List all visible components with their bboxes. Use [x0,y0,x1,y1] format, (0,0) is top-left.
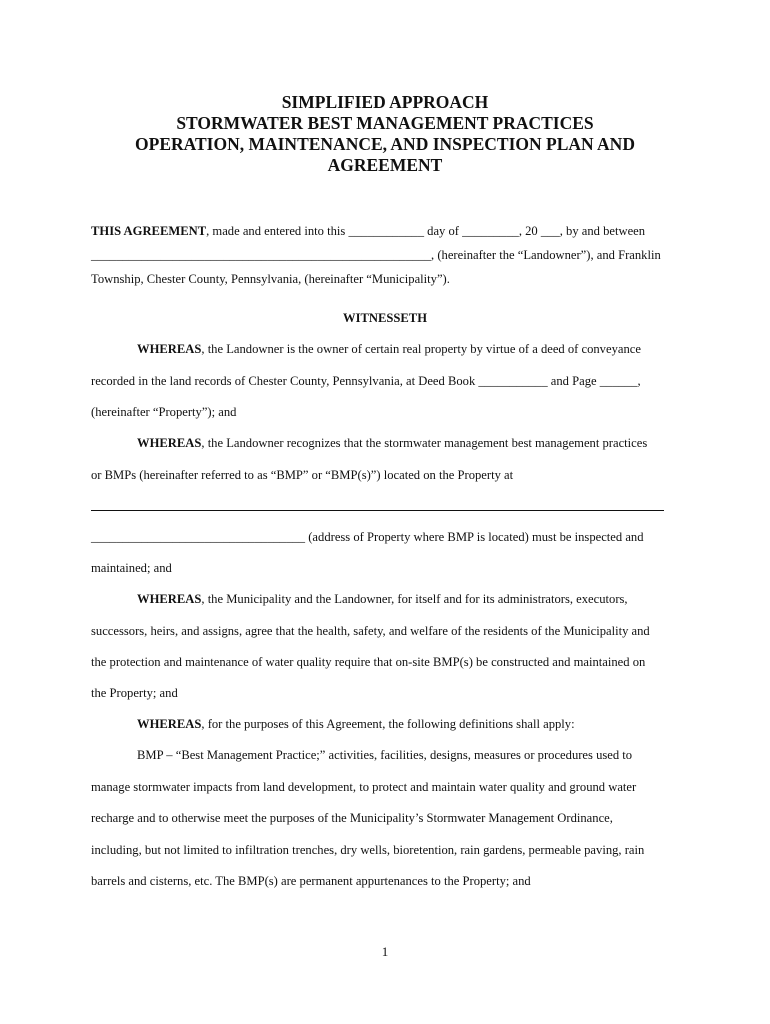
title-line-4: AGREEMENT [327,155,443,175]
whereas3-line-2: successors, heirs, and assigns, agree that the health, safety, and welfare of the residents of the Municipality and [91,624,650,638]
definition-line-1: BMP – “Best Management Practice;” activities, facilities, designs, measures or procedures used to [137,748,633,762]
whereas2-lead: WHEREAS [137,436,202,450]
intro-line-3: Township, Chester County, Pennsylvania, (hereinafter “Municipality”). [91,272,450,286]
whereas4-line-1: WHEREAS, for the purposes of this Agreement, the following definitions shall apply: [137,717,575,731]
title-line-3: OPERATION, MAINTENANCE, AND INSPECTION PLAN AND [135,134,635,154]
title-line-1: SIMPLIFIED APPROACH [281,92,489,112]
document-title [0,92,770,176]
title-line-2: STORMWATER BEST MANAGEMENT PRACTICES [176,113,594,133]
definition-line-5: barrels and cisterns, etc. The BMP(s) are permanent appurtenances to the Property; and [91,874,531,888]
whereas1-line-1: WHEREAS, the Landowner is the owner of certain real property by virtue of a deed of conveyance [137,342,641,356]
whereas3-line-4: the Property; and [91,686,178,700]
whereas2-line-4: __________________________________ (address of Property where BMP is located) must be inspected and [91,530,644,544]
address-blank-line [91,510,664,511]
whereas3-lead: WHEREAS [137,592,202,606]
whereas4-lead: WHEREAS [137,717,202,731]
whereas2-line-1: WHEREAS, the Landowner recognizes that the stormwater management best management practices [137,436,648,450]
definition-line-2: manage stormwater impacts from land development, to protect and maintain water quality and ground water [91,780,637,794]
intro-line-2: ______________________________________________________, (hereinafter the “Landowner”), and Franklin [91,248,661,262]
whereas3-line-1: WHEREAS, the Municipality and the Landowner, for itself and for its administrators, executors, [137,592,628,606]
whereas3-line-3: the protection and maintenance of water quality require that on-site BMP(s) be constructed and maintained on [91,655,646,669]
definition-line-4: including, but not limited to infiltration trenches, dry wells, bioretention, rain gardens, permeable paving, rain [91,843,645,857]
intro-line-1-text: , made and entered into this ____________ day of _________, 20 ___, by and between [206,224,646,238]
witnesseth-heading: WITNESSETH [343,311,427,325]
whereas1-lead: WHEREAS [137,342,202,356]
whereas1-line-3: (hereinafter “Property”); and [91,405,237,419]
intro-lead: THIS AGREEMENT [91,224,207,238]
whereas2-line-2: or BMPs (hereinafter referred to as “BMP” or “BMP(s)”) located on the Property at [91,468,514,482]
whereas1-line-2: recorded in the land records of Chester County, Pennsylvania, at Deed Book ___________ and Page ______, [91,374,641,388]
definition-line-3: recharge and to otherwise meet the purposes of the Municipality’s Stormwater Management Ordinance, [91,811,613,825]
intro-line-1 [91,223,645,239]
page-number: 1 [381,944,389,959]
whereas2-line-5: maintained; and [91,561,172,575]
